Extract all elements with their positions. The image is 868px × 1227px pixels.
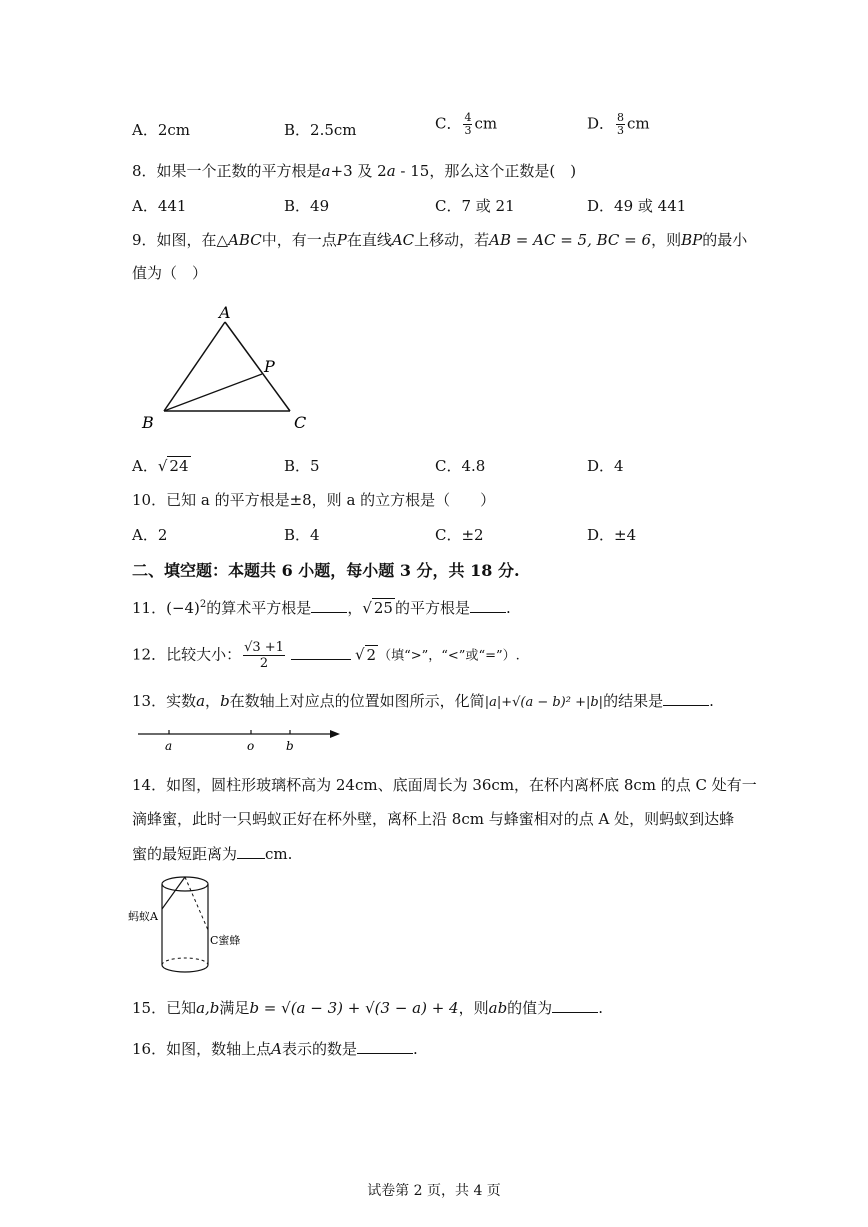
- label-o: o: [247, 739, 255, 753]
- q12-blank: [291, 645, 351, 660]
- q9-stem-line2: 值为（ ）: [132, 264, 208, 282]
- q9-option-b: B．5: [284, 457, 320, 475]
- q16-stem: 16．如图，数轴上点A表示的数是 .: [132, 1040, 418, 1058]
- path-ant-to-rim: [162, 877, 185, 909]
- q9-stem-line1: 9．如图，在△ABC中，有一点P在直线AC上移动，若AB = AC = 5, BC = 6，则BP的最小: [132, 231, 748, 249]
- q12-fraction: $\frac{√3 +1}{2}$: [244, 640, 284, 671]
- q8-option-b: B．49: [284, 197, 330, 215]
- q7-option-a: A．2cm: [132, 121, 191, 139]
- label-c: C: [294, 413, 307, 432]
- axis-arrow-icon: [330, 730, 340, 738]
- q9-triangle-figure: [130, 298, 330, 438]
- q8-option-a: A．441: [132, 197, 187, 215]
- q7-option-c-label: C．: [435, 114, 462, 133]
- q10-stem: 10．已知 a 的平方根是±8，则 a 的立方根是（ ）: [132, 491, 496, 509]
- q15-blank: [552, 998, 598, 1013]
- q15-stem: 15．已知a,b满足b = √(a − 3) + √(3 − a) + 4，则ab的值为 .: [132, 999, 603, 1017]
- q7-option-d-unit: cm: [627, 114, 650, 133]
- q9-option-c: C．4.8: [435, 457, 486, 475]
- q11-blank-2: [470, 598, 506, 613]
- q7-option-d-fraction: $\frac{8}{3}$: [617, 111, 625, 137]
- q10-option-b: B．4: [284, 526, 320, 544]
- q14-stem-line3: 蜜的最短距离为 cm.: [132, 845, 293, 863]
- q11-stem: 11．$(-4)^2$的算术平方根是 ，√ 25 的平方根是 .: [132, 599, 511, 617]
- cylinder-bottom-front: [162, 965, 208, 972]
- segment-bp: [164, 374, 262, 411]
- q14-stem-line2: 滴蜂蜜，此时一只蚂蚁正好在杯外壁，离杯上沿 8cm 与蜂蜜相对的点 A 处，则蚂蚁到达蜂: [132, 810, 735, 828]
- label-a: A: [219, 303, 231, 322]
- q13-blank: [663, 691, 709, 706]
- q10-option-c: C．±2: [435, 526, 484, 544]
- cylinder-bottom-back: [162, 958, 208, 965]
- q8-option-d: D．49 或 441: [587, 197, 687, 215]
- q7-option-b: B．2.5cm: [284, 121, 357, 139]
- q14-cylinder-figure: [128, 872, 258, 978]
- q16-blank: [357, 1039, 413, 1054]
- q14-stem-line1: 14．如图，圆柱形玻璃杯高为 24cm、底面周长为 36cm，在杯内离杯底 8cm 的点 C 处有一: [132, 776, 757, 794]
- q13-stem: 13．实数a，b在数轴上对应点的位置如图所示，化简|a|+√(a − b)² +|b|的结果是 .: [132, 692, 714, 710]
- label-p: P: [264, 357, 275, 376]
- q13-number-line: [136, 724, 346, 754]
- label-honey-c: C蜜蜂: [210, 934, 241, 947]
- label-ant-a: 蚂蚁A: [128, 910, 158, 923]
- q7-option-c-unit: cm: [474, 114, 498, 133]
- section-fill-in-title: 二、填空题：本题共 6 小题，每小题 3 分，共 18 分.: [132, 561, 520, 580]
- q8-stem: 8．如果一个正数的平方根是a+3 及 2a - 15，那么这个正数是( ): [132, 162, 577, 180]
- q7-option-d-label: D．: [587, 114, 615, 133]
- side-ac: [225, 322, 290, 411]
- q7-option-c-fraction: $\frac{4}{3}$: [464, 111, 472, 137]
- q10-option-a: A．2: [132, 526, 168, 544]
- label-b: B: [142, 413, 154, 432]
- q7-option-d: [587, 112, 650, 137]
- q9-option-d: D．4: [587, 457, 624, 475]
- q14-blank: [237, 844, 265, 859]
- page-footer: 试卷第 2 页，共 4 页: [367, 1183, 501, 1199]
- path-rim-to-honey: [185, 877, 208, 930]
- label-b: b: [286, 739, 294, 753]
- q11-blank-1: [311, 598, 347, 613]
- q9-option-a: A．√ 24: [132, 457, 189, 475]
- q10-option-d: D．±4: [587, 526, 637, 544]
- q12-stem: 12．比较大小： $\frac{√3 +1}{2}$ √ 2 （填“>”，“<”或“=”）.: [132, 640, 520, 671]
- label-a: a: [165, 739, 173, 753]
- cylinder-top: [162, 877, 208, 891]
- q8-option-c: C．7 或 21: [435, 197, 515, 215]
- q7-option-c: [435, 112, 497, 137]
- side-ab: [164, 322, 225, 411]
